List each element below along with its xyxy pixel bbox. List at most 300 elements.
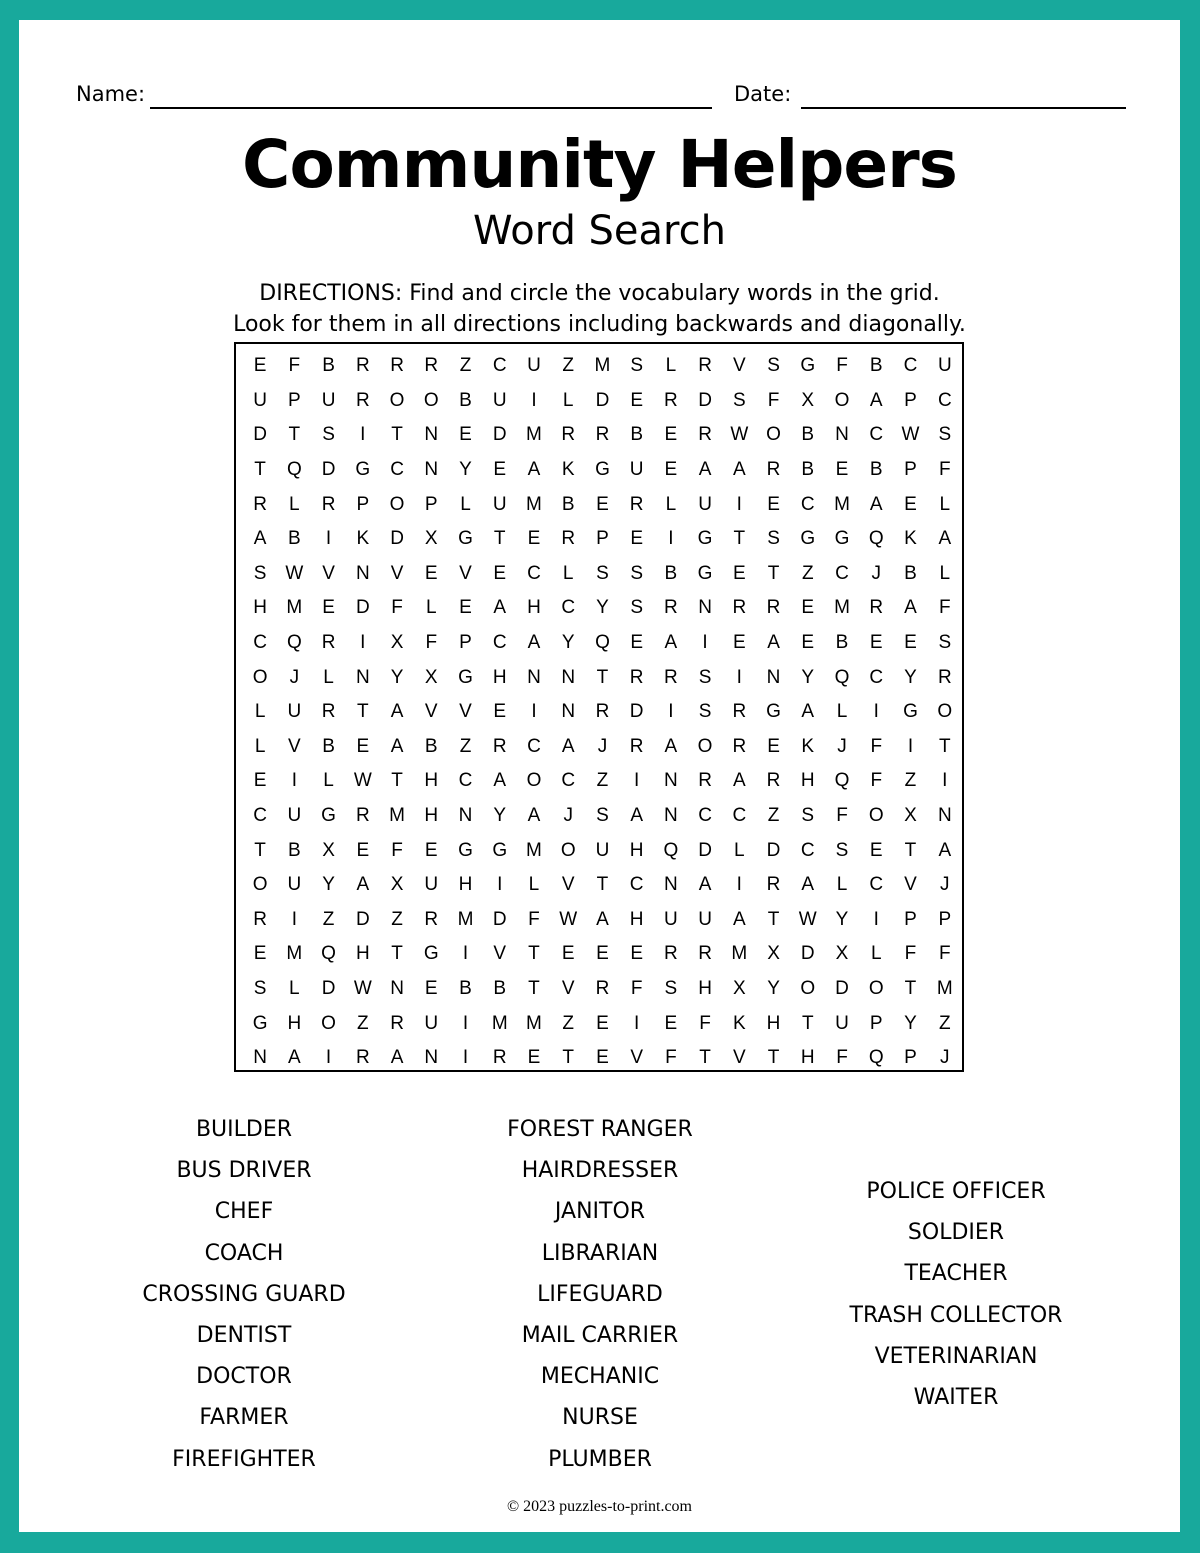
grid-cell[interactable]: Q [286, 459, 302, 481]
grid-cell[interactable]: M [526, 493, 542, 515]
grid-cell[interactable]: S [801, 805, 815, 827]
grid-cell[interactable]: E [869, 839, 883, 861]
grid-cell[interactable]: F [630, 977, 643, 999]
grid-cell[interactable]: B [869, 459, 883, 481]
grid-cell[interactable]: R [355, 389, 370, 411]
grid-cell[interactable]: V [561, 874, 575, 896]
grid-cell[interactable]: E [356, 735, 370, 757]
grid-cell[interactable]: T [767, 562, 780, 584]
grid-cell[interactable]: A [390, 735, 404, 757]
grid-cell[interactable]: A [938, 528, 952, 550]
grid-cell[interactable]: V [287, 735, 301, 757]
grid-cell[interactable]: K [732, 1012, 746, 1034]
grid-cell[interactable]: R [698, 770, 712, 792]
grid-cell[interactable]: Q [834, 770, 850, 792]
grid-cell[interactable]: D [698, 839, 712, 861]
grid-cell[interactable]: A [527, 805, 541, 827]
grid-cell[interactable]: J [837, 735, 847, 757]
grid-cell[interactable]: G [355, 459, 371, 481]
grid-cell[interactable]: B [664, 562, 678, 584]
grid-cell[interactable]: H [800, 770, 815, 792]
grid-cell[interactable]: R [390, 1012, 404, 1034]
date-line[interactable] [801, 107, 1126, 109]
grid-cell[interactable]: E [527, 1047, 541, 1069]
grid-cell[interactable]: E [459, 424, 472, 446]
grid-cell[interactable]: R [595, 424, 610, 446]
grid-cell[interactable]: F [870, 770, 883, 792]
grid-cell[interactable]: L [665, 493, 677, 515]
grid-cell[interactable]: L [460, 493, 471, 515]
grid-cell[interactable]: L [528, 874, 540, 896]
grid-cell[interactable]: L [289, 977, 300, 999]
grid-cell[interactable]: C [800, 839, 815, 861]
grid-cell[interactable]: V [561, 977, 575, 999]
grid-cell[interactable]: V [732, 1047, 746, 1069]
grid-cell[interactable]: S [938, 632, 952, 654]
grid-cell[interactable]: V [424, 701, 438, 723]
grid-cell[interactable]: U [253, 389, 267, 411]
grid-cell[interactable]: R [629, 735, 644, 757]
grid-cell[interactable]: T [801, 1012, 814, 1034]
grid-cell[interactable]: R [253, 908, 267, 930]
grid-cell[interactable]: U [527, 355, 541, 377]
grid-cell[interactable]: X [390, 874, 404, 896]
grid-cell[interactable]: L [323, 666, 334, 688]
grid-cell[interactable]: H [253, 597, 267, 619]
grid-cell[interactable]: I [702, 632, 708, 654]
grid-cell[interactable]: C [492, 355, 507, 377]
grid-cell[interactable]: A [732, 908, 746, 930]
grid-cell[interactable]: O [389, 389, 405, 411]
grid-cell[interactable]: L [254, 701, 266, 723]
grid-cell[interactable]: T [699, 1047, 711, 1069]
grid-cell[interactable]: M [389, 805, 405, 827]
grid-cell[interactable]: A [493, 770, 507, 792]
grid-cell[interactable]: B [287, 839, 301, 861]
grid-cell[interactable]: I [634, 770, 640, 792]
grid-cell[interactable]: E [630, 389, 644, 411]
grid-cell[interactable]: A [904, 597, 917, 619]
grid-cell[interactable]: R [766, 874, 781, 896]
grid-cell[interactable]: B [459, 389, 472, 411]
grid-cell[interactable]: J [289, 666, 300, 688]
grid-cell[interactable]: R [355, 805, 370, 827]
grid-cell[interactable]: Q [595, 632, 610, 654]
grid-cell[interactable]: R [937, 666, 952, 688]
grid-cell[interactable]: D [355, 908, 370, 930]
grid-cell[interactable]: T [288, 424, 301, 446]
grid-cell[interactable]: R [629, 666, 644, 688]
grid-cell[interactable]: S [630, 355, 644, 377]
grid-cell[interactable]: B [424, 735, 438, 757]
grid-cell[interactable]: S [767, 355, 780, 377]
grid-cell[interactable]: N [937, 805, 952, 827]
grid-cell[interactable]: S [767, 528, 780, 550]
grid-cell[interactable]: R [355, 355, 370, 377]
grid-cell[interactable]: F [391, 597, 403, 619]
grid-cell[interactable]: A [698, 874, 712, 896]
grid-cell[interactable]: G [903, 701, 918, 723]
grid-cell[interactable]: J [940, 1047, 950, 1069]
grid-cell[interactable]: O [697, 735, 713, 757]
grid-cell[interactable]: T [767, 908, 780, 930]
grid-cell[interactable]: A [527, 459, 541, 481]
grid-cell[interactable]: U [424, 1012, 439, 1034]
grid-cell[interactable]: E [732, 632, 746, 654]
grid-cell[interactable]: D [321, 459, 336, 481]
grid-cell[interactable]: P [904, 459, 917, 481]
grid-cell[interactable]: I [736, 666, 742, 688]
grid-cell[interactable]: F [425, 632, 438, 654]
grid-cell[interactable]: O [423, 389, 439, 411]
grid-cell[interactable]: P [938, 908, 952, 930]
grid-cell[interactable]: F [699, 1012, 711, 1034]
grid-cell[interactable]: I [325, 1047, 332, 1069]
grid-cell[interactable]: T [391, 424, 403, 446]
grid-cell[interactable]: S [698, 666, 712, 688]
grid-cell[interactable]: L [939, 562, 951, 584]
grid-cell[interactable]: M [936, 977, 953, 999]
grid-cell[interactable]: Q [286, 632, 302, 654]
grid-cell[interactable]: R [629, 493, 644, 515]
grid-cell[interactable]: X [732, 977, 746, 999]
grid-cell[interactable]: A [801, 874, 815, 896]
grid-cell[interactable]: E [630, 632, 644, 654]
grid-cell[interactable]: E [630, 528, 644, 550]
grid-cell[interactable]: J [563, 805, 573, 827]
grid-cell[interactable]: Q [868, 528, 884, 550]
grid-cell[interactable]: N [766, 666, 781, 688]
grid-cell[interactable]: L [939, 493, 951, 515]
grid-cell[interactable]: E [253, 943, 267, 965]
grid-cell[interactable]: P [459, 632, 472, 654]
grid-cell[interactable]: C [698, 805, 712, 827]
grid-cell[interactable]: E [424, 977, 438, 999]
grid-cell[interactable]: I [531, 389, 537, 411]
grid-cell[interactable]: O [834, 389, 850, 411]
grid-cell[interactable]: A [698, 459, 712, 481]
grid-cell[interactable]: H [355, 943, 370, 965]
grid-cell[interactable]: A [253, 528, 267, 550]
grid-cell[interactable]: C [629, 874, 644, 896]
grid-cell[interactable]: E [356, 839, 370, 861]
grid-cell[interactable]: C [903, 355, 918, 377]
grid-cell[interactable]: H [800, 1047, 815, 1069]
grid-cell[interactable]: S [596, 805, 609, 827]
grid-cell[interactable]: J [940, 874, 950, 896]
grid-cell[interactable]: S [630, 597, 644, 619]
grid-cell[interactable]: F [288, 355, 301, 377]
grid-cell[interactable]: C [869, 424, 884, 446]
grid-cell[interactable]: C [253, 805, 267, 827]
grid-cell[interactable]: O [252, 874, 268, 896]
grid-cell[interactable]: E [424, 839, 438, 861]
grid-cell[interactable]: A [561, 735, 575, 757]
grid-cell[interactable]: Z [939, 1012, 951, 1034]
grid-cell[interactable]: A [287, 1047, 301, 1069]
grid-cell[interactable]: U [937, 355, 952, 377]
grid-cell[interactable]: U [321, 389, 336, 411]
grid-cell[interactable]: E [596, 1012, 609, 1034]
grid-cell[interactable]: S [253, 977, 267, 999]
grid-cell[interactable]: O [252, 666, 268, 688]
grid-cell[interactable]: X [390, 632, 404, 654]
grid-cell[interactable]: U [698, 493, 712, 515]
grid-cell[interactable]: S [938, 424, 952, 446]
grid-cell[interactable]: E [835, 459, 849, 481]
grid-cell[interactable]: S [322, 424, 335, 446]
grid-cell[interactable]: U [287, 701, 302, 723]
grid-cell[interactable]: Z [801, 562, 814, 584]
grid-cell[interactable]: H [766, 1012, 781, 1034]
grid-cell[interactable]: I [668, 701, 674, 723]
grid-cell[interactable]: L [289, 493, 300, 515]
grid-cell[interactable]: O [321, 1012, 336, 1034]
grid-cell[interactable]: X [424, 528, 438, 550]
grid-cell[interactable]: N [835, 424, 849, 446]
grid-cell[interactable]: M [594, 355, 611, 377]
grid-cell[interactable]: O [937, 701, 953, 723]
grid-cell[interactable]: E [459, 597, 472, 619]
grid-cell[interactable]: G [321, 805, 336, 827]
grid-cell[interactable]: H [629, 908, 644, 930]
grid-cell[interactable]: P [287, 389, 301, 411]
grid-cell[interactable]: W [901, 424, 920, 446]
grid-cell[interactable]: R [492, 1047, 507, 1069]
grid-cell[interactable]: L [836, 874, 848, 896]
grid-cell[interactable]: N [355, 666, 370, 688]
grid-cell[interactable]: Q [868, 1047, 884, 1069]
grid-cell[interactable]: W [798, 908, 817, 930]
grid-cell[interactable]: R [321, 701, 336, 723]
grid-cell[interactable]: A [869, 493, 883, 515]
grid-cell[interactable]: C [561, 770, 576, 792]
grid-cell[interactable]: D [355, 597, 370, 619]
grid-cell[interactable]: N [527, 666, 541, 688]
grid-cell[interactable]: B [322, 735, 335, 757]
grid-cell[interactable]: Y [904, 1012, 917, 1034]
grid-cell[interactable]: E [869, 632, 883, 654]
grid-cell[interactable]: H [287, 1012, 302, 1034]
grid-cell[interactable]: I [291, 908, 297, 930]
grid-cell[interactable]: M [834, 493, 850, 515]
grid-cell[interactable]: F [767, 389, 780, 411]
grid-cell[interactable]: R [732, 701, 747, 723]
grid-cell[interactable]: R [732, 597, 747, 619]
grid-cell[interactable]: A [869, 389, 883, 411]
grid-cell[interactable]: K [561, 459, 575, 481]
grid-cell[interactable]: E [561, 943, 575, 965]
grid-cell[interactable]: U [595, 839, 610, 861]
grid-cell[interactable]: F [836, 355, 848, 377]
grid-cell[interactable]: W [559, 908, 578, 930]
grid-cell[interactable]: A [732, 770, 746, 792]
grid-cell[interactable]: B [459, 977, 472, 999]
grid-cell[interactable]: N [561, 666, 576, 688]
grid-cell[interactable]: T [596, 666, 609, 688]
grid-cell[interactable]: G [697, 528, 713, 550]
grid-cell[interactable]: F [939, 943, 951, 965]
grid-cell[interactable]: P [904, 908, 917, 930]
grid-cell[interactable]: H [424, 805, 439, 827]
grid-cell[interactable]: F [939, 597, 951, 619]
grid-cell[interactable]: H [629, 839, 644, 861]
grid-cell[interactable]: G [423, 943, 439, 965]
grid-cell[interactable]: V [904, 874, 917, 896]
grid-cell[interactable]: I [462, 1012, 469, 1034]
grid-cell[interactable]: D [595, 389, 610, 411]
grid-cell[interactable]: E [253, 770, 267, 792]
grid-cell[interactable]: N [664, 770, 678, 792]
grid-cell[interactable]: I [873, 908, 879, 930]
grid-cell[interactable]: A [630, 805, 644, 827]
grid-cell[interactable]: M [526, 839, 542, 861]
grid-cell[interactable]: T [904, 839, 917, 861]
grid-cell[interactable]: P [904, 1047, 917, 1069]
grid-cell[interactable]: E [732, 562, 746, 584]
grid-cell[interactable]: R [766, 459, 781, 481]
grid-cell[interactable]: P [869, 1012, 883, 1034]
grid-cell[interactable]: E [322, 597, 335, 619]
grid-cell[interactable]: R [595, 701, 610, 723]
grid-cell[interactable]: N [355, 562, 370, 584]
grid-cell[interactable]: E [801, 632, 815, 654]
grid-cell[interactable]: L [836, 701, 848, 723]
grid-cell[interactable]: N [664, 874, 678, 896]
grid-cell[interactable]: R [321, 632, 336, 654]
grid-cell[interactable]: C [561, 597, 576, 619]
grid-cell[interactable]: Y [322, 874, 335, 896]
grid-cell[interactable]: R [698, 424, 712, 446]
grid-cell[interactable]: O [800, 977, 816, 999]
grid-cell[interactable]: E [904, 632, 917, 654]
grid-cell[interactable]: R [492, 735, 507, 757]
grid-cell[interactable]: B [835, 632, 849, 654]
grid-cell[interactable]: W [353, 977, 372, 999]
grid-cell[interactable]: F [391, 839, 403, 861]
grid-cell[interactable]: A [801, 701, 815, 723]
grid-cell[interactable]: U [835, 1012, 849, 1034]
grid-cell[interactable]: C [869, 666, 884, 688]
grid-cell[interactable]: I [360, 424, 366, 446]
grid-cell[interactable]: I [462, 1047, 469, 1069]
grid-cell[interactable]: R [869, 597, 884, 619]
grid-cell[interactable]: N [390, 977, 404, 999]
grid-cell[interactable]: C [527, 735, 541, 757]
grid-cell[interactable]: I [873, 701, 879, 723]
grid-cell[interactable]: U [492, 493, 507, 515]
grid-cell[interactable]: K [904, 528, 917, 550]
grid-cell[interactable]: N [424, 459, 439, 481]
grid-cell[interactable]: U [287, 805, 302, 827]
grid-cell[interactable]: O [560, 839, 576, 861]
grid-cell[interactable]: I [325, 528, 332, 550]
grid-cell[interactable]: Y [390, 666, 404, 688]
grid-cell[interactable]: E [596, 943, 609, 965]
grid-cell[interactable]: Y [596, 597, 609, 619]
grid-cell[interactable]: R [424, 355, 439, 377]
grid-cell[interactable]: O [766, 424, 781, 446]
grid-cell[interactable]: R [698, 355, 712, 377]
grid-cell[interactable]: I [634, 1012, 640, 1034]
grid-cell[interactable]: N [458, 805, 473, 827]
grid-cell[interactable]: P [356, 493, 370, 515]
grid-cell[interactable]: A [664, 735, 678, 757]
grid-cell[interactable]: O [868, 805, 884, 827]
grid-cell[interactable]: V [630, 1047, 644, 1069]
grid-cell[interactable]: T [562, 1047, 575, 1069]
grid-cell[interactable]: G [458, 839, 473, 861]
grid-cell[interactable]: G [697, 562, 713, 584]
grid-cell[interactable]: S [732, 389, 746, 411]
grid-cell[interactable]: C [937, 389, 952, 411]
grid-cell[interactable]: N [698, 597, 712, 619]
grid-cell[interactable]: R [253, 493, 267, 515]
grid-cell[interactable]: R [766, 770, 781, 792]
grid-cell[interactable]: V [322, 562, 335, 584]
grid-cell[interactable]: B [904, 562, 917, 584]
grid-cell[interactable]: M [286, 943, 303, 965]
grid-cell[interactable]: D [835, 977, 849, 999]
grid-cell[interactable]: A [767, 632, 780, 654]
grid-cell[interactable]: K [801, 735, 815, 757]
grid-cell[interactable]: Y [904, 666, 917, 688]
grid-cell[interactable]: Y [493, 805, 507, 827]
grid-cell[interactable]: E [596, 1047, 609, 1069]
grid-cell[interactable]: U [698, 908, 712, 930]
grid-cell[interactable]: U [424, 874, 439, 896]
grid-cell[interactable]: I [736, 493, 742, 515]
grid-cell[interactable]: S [596, 562, 609, 584]
grid-cell[interactable]: I [531, 701, 537, 723]
grid-cell[interactable]: T [733, 528, 746, 550]
grid-cell[interactable]: C [732, 805, 747, 827]
grid-cell[interactable]: R [766, 597, 781, 619]
grid-cell[interactable]: G [458, 528, 473, 550]
grid-cell[interactable]: G [492, 839, 508, 861]
grid-cell[interactable]: Z [459, 735, 472, 757]
grid-cell[interactable]: Z [562, 355, 575, 377]
grid-cell[interactable]: A [390, 701, 404, 723]
grid-cell[interactable]: U [492, 389, 507, 411]
grid-cell[interactable]: M [834, 597, 850, 619]
grid-cell[interactable]: F [836, 805, 848, 827]
grid-cell[interactable]: L [870, 943, 882, 965]
grid-cell[interactable]: T [254, 459, 266, 481]
grid-cell[interactable]: T [493, 528, 506, 550]
grid-cell[interactable]: T [357, 701, 369, 723]
grid-cell[interactable]: G [766, 701, 781, 723]
grid-cell[interactable]: L [254, 735, 266, 757]
grid-cell[interactable]: R [595, 977, 610, 999]
grid-cell[interactable]: R [321, 493, 336, 515]
grid-cell[interactable]: H [424, 770, 439, 792]
grid-cell[interactable]: G [834, 528, 850, 550]
grid-cell[interactable]: T [939, 735, 951, 757]
grid-cell[interactable]: I [360, 632, 366, 654]
grid-cell[interactable]: F [870, 735, 883, 757]
grid-cell[interactable]: Y [561, 632, 575, 654]
grid-cell[interactable]: C [527, 562, 541, 584]
grid-cell[interactable]: R [390, 355, 404, 377]
grid-cell[interactable]: Z [391, 908, 403, 930]
grid-cell[interactable]: D [766, 839, 781, 861]
grid-cell[interactable]: R [355, 1047, 370, 1069]
grid-cell[interactable]: O [526, 770, 542, 792]
grid-cell[interactable]: E [664, 1012, 678, 1034]
grid-cell[interactable]: T [391, 770, 403, 792]
grid-cell[interactable]: I [942, 770, 948, 792]
